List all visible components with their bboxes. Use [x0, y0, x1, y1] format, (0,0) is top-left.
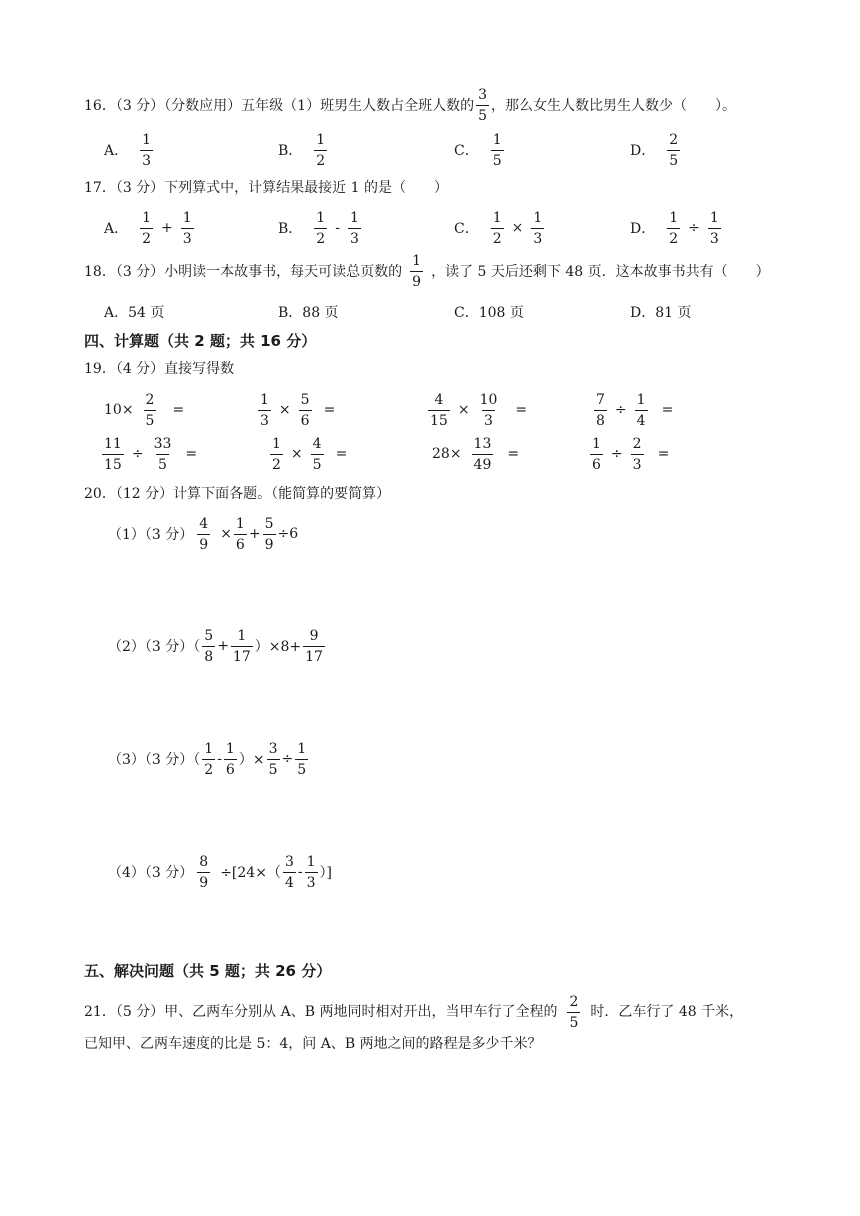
- q17-option-c[interactable]: C． $\frac{1}{2}$ × $\frac{1}{3}$: [454, 209, 543, 247]
- q16-option-b[interactable]: [278, 130, 329, 170]
- q21-stem-line-2: 已知甲、乙两车速度的比是 5：4，问 A、B 两地之间的路程是多少千米？: [84, 1036, 542, 1052]
- q17-option-d[interactable]: D． $\frac{1}{2}$ ÷ $\frac{1}{3}$: [630, 209, 719, 247]
- q17-option-b[interactable]: B． $\frac{1}{2}$ - $\frac{1}{3}$: [278, 209, 359, 247]
- q17-option-a[interactable]: A． $\frac{1}{2}$ + $\frac{1}{3}$: [104, 209, 192, 247]
- option-fraction: $\frac{1}{5}$: [492, 131, 502, 169]
- q18-stem-text-a: 18．（3 分）小明读一本故事书，每天可读总页数的: [84, 263, 403, 280]
- q17-stem: 17．（3 分）下列算式中，计算结果最接近 1 的是（ ）: [84, 180, 448, 196]
- q18-option-c[interactable]: C．108 页: [454, 305, 524, 321]
- q16-option-a[interactable]: [104, 130, 155, 170]
- option-fraction: $\frac{1}{3}$: [142, 131, 152, 169]
- q16-option-d[interactable]: [630, 130, 682, 170]
- q19-expr-3: $\frac{4}{15}$ × $\frac{10}{3}$ =: [430, 391, 528, 429]
- q18-stem-text-b: ，读了 5 天后还剩下 48 页．这本故事书共有（ ）: [431, 263, 770, 280]
- q18-stem: [84, 254, 770, 289]
- q21-stem-line-1: [84, 990, 743, 1034]
- q18-option-b[interactable]: B．88 页: [278, 305, 339, 321]
- section-4-heading: 四、计算题（共 2 题；共 16 分）: [84, 332, 317, 350]
- q16-stem-fraction: [476, 88, 489, 123]
- q18-option-d[interactable]: D．81 页: [630, 305, 692, 321]
- option-label: D．: [630, 143, 656, 159]
- option-label: C．: [454, 143, 479, 159]
- q19-expr-2: $\frac{1}{3}$ × $\frac{5}{6}$ =: [260, 391, 336, 429]
- q16-stem-text-b: ，那么女生人数比男生人数少（ ）。: [491, 97, 736, 114]
- q21-stem-text-b: 时．乙车行了 48 千米，: [590, 1004, 744, 1020]
- q16-stem-text-a: 16．（3 分）（分数应用）五年级（1）班男生人数占全班人数的: [84, 97, 475, 114]
- section-5-heading: 五、解决问题（共 5 题；共 26 分）: [84, 962, 332, 980]
- q20-part-4: （4）（3 分） $\frac{8}{9}$ ÷[24×（ $\frac{3}{4}$ - $\frac{1}{3}$ ）]: [108, 853, 332, 891]
- q20-part-3: （3）（3 分）（ $\frac{1}{2}$ - $\frac{1}{6}$ ）× $\frac{3}{5}$ ÷ $\frac{1}{5}$: [108, 740, 307, 778]
- option-label: A．: [104, 143, 129, 159]
- q16-option-c[interactable]: [454, 130, 506, 170]
- q16-stem: [84, 88, 736, 123]
- q20-part-1: （1）（3 分） $\frac{4}{9}$ × $\frac{1}{6}$ + $\frac{5}{9}$ ÷6: [108, 515, 299, 553]
- q19-expr-4: $\frac{7}{8}$ ÷ $\frac{1}{4}$ =: [596, 391, 674, 429]
- fraction-numerator: 3: [478, 87, 487, 103]
- q19-stem: 19．（4 分）直接写得数: [84, 361, 235, 377]
- option-label: B．: [278, 143, 303, 159]
- q19-expr-5: $\frac{11}{15}$ ÷ $\frac{33}{5}$ =: [104, 435, 198, 473]
- q19-expr-7: 28× $\frac{13}{49}$ =: [432, 435, 520, 473]
- q19-expr-1: 10× $\frac{2}{5}$ =: [104, 391, 185, 429]
- fraction-denominator: 5: [476, 105, 489, 123]
- q18-stem-fraction: $\frac{1}{9}$: [412, 253, 422, 290]
- q21-stem-fraction: $\frac{2}{5}$: [569, 993, 579, 1031]
- option-fraction: $\frac{2}{5}$: [669, 131, 679, 169]
- q19-expr-8: $\frac{1}{6}$ ÷ $\frac{2}{3}$ =: [592, 435, 670, 473]
- option-fraction: $\frac{1}{2}$: [316, 131, 326, 169]
- q21-stem-text-a: 21．（5 分）甲、乙两车分别从 A、B 两地同时相对开出，当甲车行了全程的: [84, 1004, 558, 1020]
- q20-stem: 20．（12 分）计算下面各题。（能简算的要简算）: [84, 486, 391, 502]
- q18-option-a[interactable]: A．54 页: [104, 305, 165, 321]
- q19-expr-6: $\frac{1}{2}$ × $\frac{4}{5}$ =: [272, 435, 348, 473]
- q20-part-2: （2）（3 分）（ $\frac{5}{8}$ + $\frac{1}{17}$ ）×8+ $\frac{9}{17}$: [108, 627, 323, 665]
